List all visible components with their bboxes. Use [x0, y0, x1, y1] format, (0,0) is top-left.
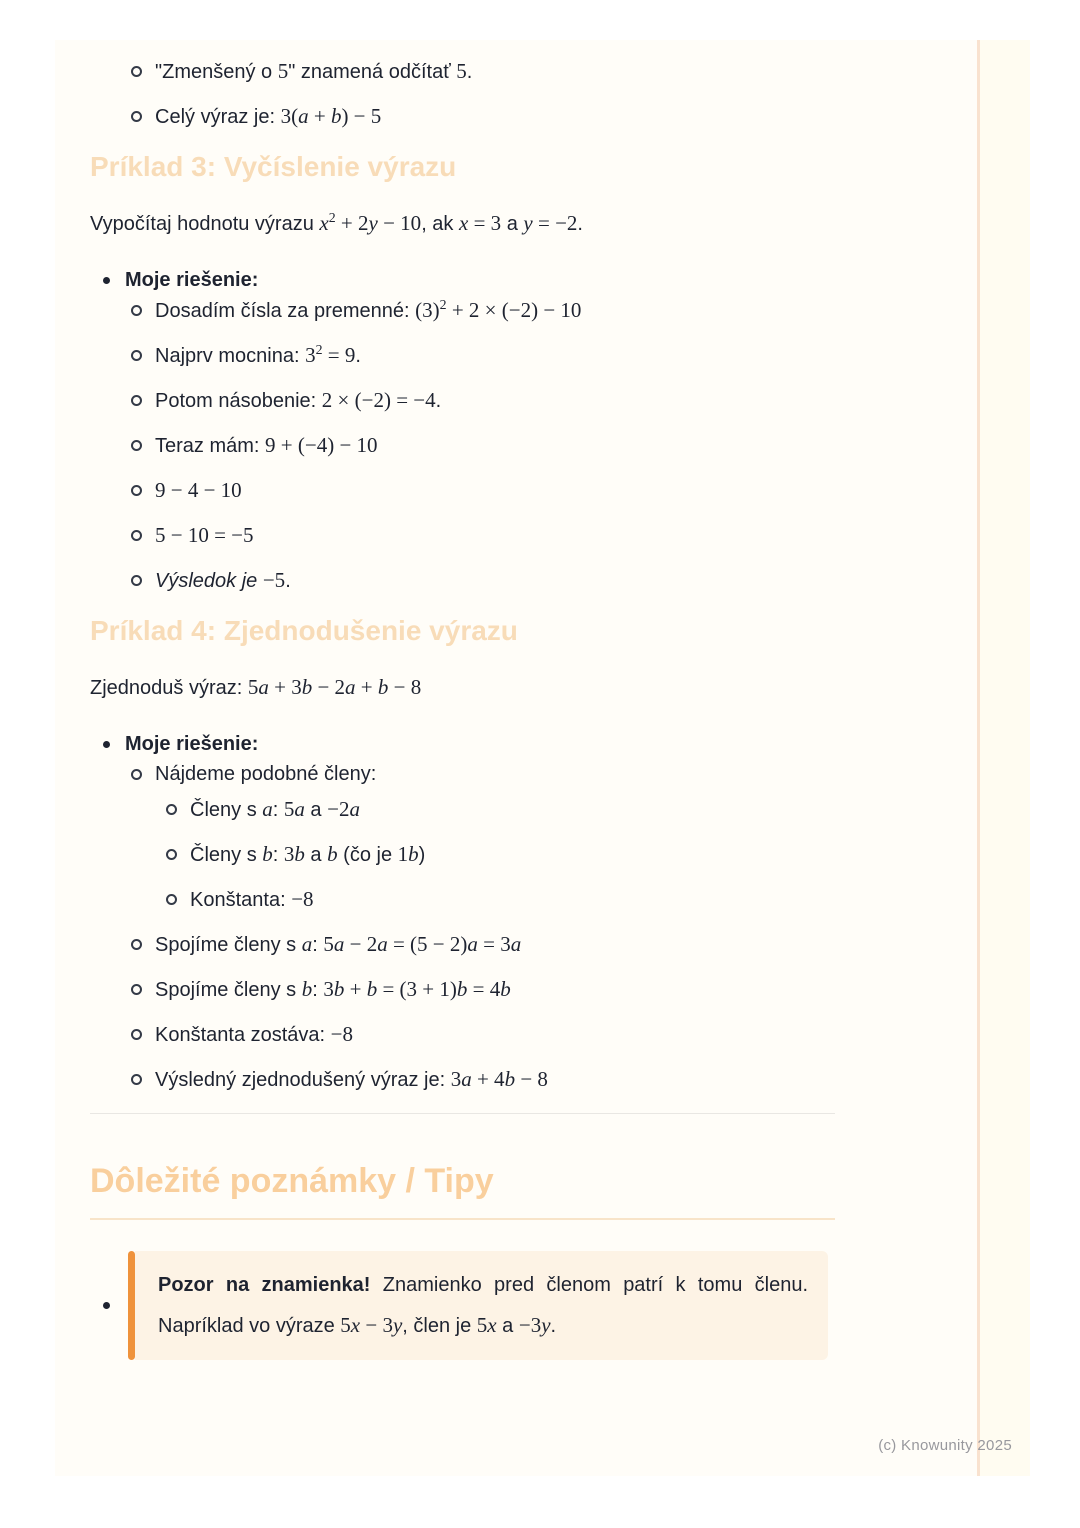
- list-item: [155, 888, 835, 911]
- math-expression: 5x − 3y: [340, 1313, 403, 1337]
- list-item: [90, 105, 835, 128]
- list-item-text: Konštanta zostáva: −8: [155, 1022, 354, 1046]
- circle-bullet-icon: [131, 111, 142, 122]
- list-item: [90, 299, 835, 322]
- list-item: [90, 479, 835, 502]
- solution-label-list: [90, 733, 835, 755]
- list-item-text: Spojíme členy s b: 3b + b = (3 + 1)b = 4b: [155, 977, 511, 1001]
- list-item-text: Spojíme členy s a: 5a − 2a = (5 − 2)a = 3a: [155, 932, 522, 956]
- circle-bullet-icon: [131, 769, 142, 780]
- circle-bullet-icon: [131, 485, 142, 496]
- list-item-text: Konštanta: −8: [190, 887, 314, 911]
- document-page: [55, 40, 1030, 1476]
- math-expression: 5: [277, 59, 289, 83]
- example-4-problem: Zjednoduš výraz: 5a + 3b − 2a + b − 8: [90, 675, 422, 699]
- circle-bullet-icon: [166, 804, 177, 815]
- list-item-text: Teraz mám: 9 + (−4) − 10: [155, 433, 378, 457]
- list-item: [90, 344, 835, 367]
- math-expression: 1b: [397, 842, 419, 866]
- circle-bullet-icon: [131, 575, 142, 586]
- list-item: [90, 524, 835, 547]
- example-3-heading: Príklad 3: Vyčíslenie výrazu: [90, 151, 457, 182]
- callout-text: Pozor na znamienka! Znamienko pred členom patrí k tomu členu. Napríklad vo výraze 5x − 3y, člen je 5x a −3y.: [135, 1251, 828, 1360]
- callout-list-item: [90, 1251, 835, 1360]
- list-item: [155, 843, 835, 866]
- list-item-text: Potom násobenie: 2 × (−2) = −4.: [155, 388, 442, 412]
- math-expression: $3^2 = 9$: [305, 342, 356, 367]
- math-expression: b: [327, 842, 338, 866]
- example-4-steps-list: [90, 763, 835, 1091]
- circle-bullet-icon: [166, 849, 177, 860]
- copyright-footer: (c) Knowunity 2025: [878, 1437, 1012, 1454]
- math-expression: −3y: [518, 1313, 551, 1337]
- section-divider: [90, 1113, 835, 1114]
- math-expression: 9 − 4 − 10: [155, 478, 242, 502]
- circle-bullet-icon: [131, 1029, 142, 1040]
- example-3-steps-list: [90, 299, 835, 592]
- disc-bullet-icon: [103, 1302, 110, 1309]
- math-expression: 5 − 10 = −5: [155, 523, 254, 547]
- math-expression: a: [301, 932, 313, 956]
- notes-heading: Dôležité poznámky / Tipy: [90, 1162, 494, 1200]
- math-expression: 2 × (−2) = −4: [321, 388, 436, 412]
- math-expression: x = 3: [458, 211, 502, 235]
- math-expression: 5a + 3b − 2a + b − 8: [247, 675, 422, 699]
- example-3-problem: Vypočítaj hodnotu výrazu $x^2 + 2y - 10$, ak x = 3 a y = −2.: [90, 210, 583, 235]
- nested-bullet-list: [155, 798, 835, 911]
- math-expression: b: [301, 977, 313, 1001]
- page-edge-strip: [980, 40, 1030, 1476]
- math-expression: y = −2: [523, 211, 578, 235]
- list-item: [90, 269, 835, 291]
- math-expression: 3b: [283, 842, 305, 866]
- circle-bullet-icon: [131, 66, 142, 77]
- list-item-text: [155, 480, 242, 502]
- example-3-solution: [90, 269, 835, 592]
- math-expression: −8: [330, 1022, 354, 1046]
- list-item: [90, 434, 835, 457]
- list-item-text: Výsledný zjednodušený výraz je: 3a + 4b − 8: [155, 1067, 548, 1091]
- math-expression: 5x: [476, 1313, 497, 1337]
- list-item-text: [155, 525, 254, 547]
- list-item: [90, 389, 835, 412]
- callout-box: [128, 1251, 835, 1360]
- list-item: [90, 1023, 835, 1046]
- math-expression: 3b + b = (3 + 1)b = 4b: [323, 977, 511, 1001]
- list-item-text: Nájdeme podobné členy:: [155, 763, 377, 785]
- callout-accent-bar: [128, 1251, 135, 1360]
- list-item: [90, 763, 835, 911]
- circle-bullet-icon: [131, 350, 142, 361]
- math-expression: $x^2 + 2y - 10$: [319, 210, 422, 235]
- example-4-solution: [90, 733, 835, 1091]
- list-item-text: Členy s b: 3b a b (čo je 1b): [190, 842, 426, 866]
- list-item-text: Výsledok je −5.: [155, 568, 291, 592]
- solution-label: Moje riešenie:: [125, 269, 259, 291]
- list-item-text: "Zmenšený o 5" znamená odčítať 5.: [155, 59, 473, 83]
- math-expression: 3a + 4b − 8: [450, 1067, 548, 1091]
- list-item: [155, 798, 835, 821]
- disc-bullet-icon: [103, 741, 110, 748]
- math-expression: −8: [291, 887, 314, 911]
- solution-label-list: [90, 269, 835, 291]
- solution-label: Moje riešenie:: [125, 733, 259, 755]
- math-expression: a: [262, 797, 273, 821]
- circle-bullet-icon: [131, 984, 142, 995]
- math-expression: 5a: [283, 797, 305, 821]
- example-4-heading: Príklad 4: Zjednodušenie výrazu: [90, 615, 518, 646]
- circle-bullet-icon: [131, 530, 142, 541]
- math-expression: −5: [262, 568, 286, 592]
- circle-bullet-icon: [131, 440, 142, 451]
- math-expression: b: [262, 842, 273, 866]
- list-item: [90, 60, 835, 83]
- list-item-text: Najprv mocnina: $3^2 = 9$.: [155, 342, 361, 367]
- math-expression: 9 + (−4) − 10: [265, 433, 378, 457]
- document-content: [90, 60, 835, 1360]
- list-item: [90, 1068, 835, 1091]
- disc-bullet-icon: [103, 277, 110, 284]
- intro-bullet-list: [90, 60, 835, 128]
- math-expression: 3(a + b) − 5: [280, 104, 382, 128]
- circle-bullet-icon: [131, 939, 142, 950]
- circle-bullet-icon: [131, 395, 142, 406]
- list-item: [90, 569, 835, 592]
- circle-bullet-icon: [166, 894, 177, 905]
- circle-bullet-icon: [131, 305, 142, 316]
- circle-bullet-icon: [131, 1074, 142, 1085]
- math-expression: 5: [456, 59, 467, 83]
- math-expression: 5a − 2a = (5 − 2)a = 3a: [323, 932, 522, 956]
- list-item-text: Dosadím čísla za premenné: $(3)^2 + 2 \times (-2) - 10$: [155, 297, 582, 322]
- notes-heading-underline: [90, 1218, 835, 1220]
- math-expression: $(3)^2 + 2 \times (-2) - 10$: [415, 297, 582, 322]
- list-item-text: Členy s a: 5a a −2a: [190, 797, 360, 821]
- list-item: [90, 733, 835, 755]
- list-item-text: Celý výraz je: 3(a + b) − 5: [155, 104, 382, 128]
- list-item: [90, 978, 835, 1001]
- math-expression: −2a: [327, 797, 360, 821]
- list-item: [90, 933, 835, 956]
